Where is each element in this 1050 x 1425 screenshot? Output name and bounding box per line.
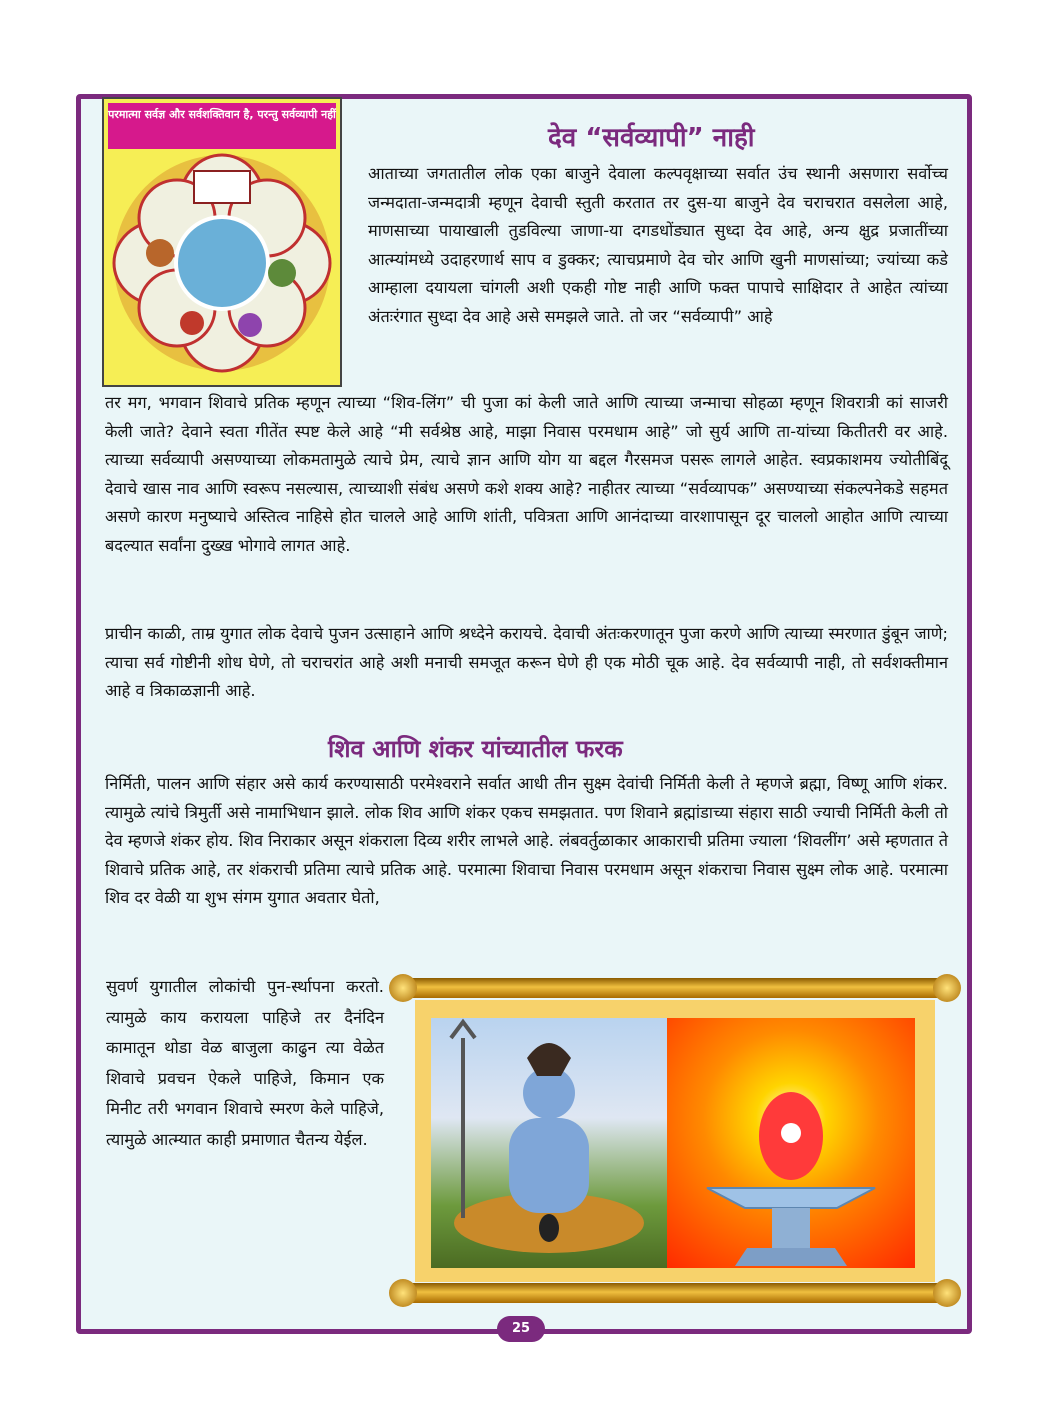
section2-title: शिव आणि शंकर यांच्यातील फरक [328, 735, 623, 763]
scroll-knob-left [389, 974, 417, 1002]
scroll-knob-left [389, 1279, 417, 1307]
jyotirlinga-figure [667, 1018, 915, 1268]
page-number: 25 [497, 1316, 545, 1342]
section1-title: देव “सर्वव्यापी” नाही [548, 123, 755, 153]
section1-paragraph-wrap: आताच्या जगतातील लोक एका बाजुने देवाला कल्पवृक्षाच्या सर्वात उंच स्थानी असणारा सर्वोच्च जन्मदाता-जन्मदात्री म्हणून देवाची स्तुती करतात तर दुस-या बाजुने देव चराचरात वसलेला आहे, माणसाच्या पायाखाली तुडविल्या जाणा-या दगडधोंड्यात सुध्दा देव आहे, अन्य क्षुद्र प्रजातींच्या आत्म्यांमध्ये उदाहरणार्थ साप व डुक्कर; त्याचप्रमाणे देव चोर आणि खुनी माणसांच्या; ज्यांच्या कडे आम्हाला दयायला चांगली अशी एकही गोष्ट नाही आणि फक्त पापाचे साक्षिदार ते आहेत त्यांच्या अंतःरंगात सुध्दा देव आहे असे समझले जाते. तो जर “सर्वव्यापी” आहे [368, 164, 948, 326]
shankar-figure [431, 1018, 667, 1268]
shiva-shankar-scroll-image [395, 978, 955, 1313]
section1-paragraph-full: तर मग, भगवान शिवाचे प्रतिक म्हणून त्याच्या “शिव-लिंग” ची पुजा कां केली जाते आणि त्याच्या जन्माचा सोहळा म्हणून शिवरात्री कां साजरी केली जाते? देवाने स्वता गीतेंत स्पष्ट केले आहे “मी सर्वश्रेष्ठ आहे, माझा निवास परमधाम आहे” जो सुर्य आणि ता-यांच्या कितीतरी वर आहे. त्याच्या सर्वव्यापी असण्याच्या लोकमतामुळे त्याचे प्रेम, त्याचे ज्ञान आणि योग या बद्दल गैरसमज पसरू लागले आहेत. स्वप्रकाशमय ज्योतीबिंदू देवाचे खास नाव आणि स्वरूप नसल्यास, त्याच्याशी संबंध असणे कशे शक्य आहे? नाहीतर त्याच्या “सर्वव्यापक” असण्याच्या संकल्पनेकडे सहमत असणे कारण मनुष्याचे अस्तित्व नाहिसे होत चालले आहे आणि शांती, पवित्रता आणि आनंदाच्या वारशापासून दूर चाललो आहोत आणि त्याच्या बदल्यात सर्वांना दुख्ख भोगावे लागत आहे. [105, 393, 948, 555]
section2-paragraph-2: सुवर्ण युगातील लोकांची पुन-र्स्थापना करतो. त्यामुळे काय करायला पाहिजे तर दैनंदिन कामातून थोडा वेळ बाजुला काढुन त्या वेळेत शिवाचे प्रवचन ऐकले पाहिजे, किमान एक मिनीट तरी भगवान शिवाचे स्मरण केले पाहिजे, त्यामुळे आत्म्यात काही प्रमाणात चैतन्य येईल. [106, 977, 384, 1149]
scroll-top-rod [395, 978, 955, 998]
scroll-knob-right [933, 974, 961, 1002]
section2-paragraph-1: निर्मिती, पालन आणि संहार असे कार्य करण्यासाठी परमेश्वराने सर्वात आधी तीन सुक्ष्म देवांची निर्मिती केली ते म्हणजे ब्रह्मा, विष्णू आणि शंकर. त्यामुळे त्यांचे त्रिमुर्ती असे नामाभिधान झाले. लोक शिव आणि शंकर एकच समझतात. पण शिवाने ब्रह्मांडाच्या संहारा साठी ज्याची निर्मिती केली तो देव म्हणजे शंकर होय. शिव निराकार असून शंकराला दिव्य शरीर लाभले आहे. लंबवर्तुळाकार आकाराची प्रतिमा ज्याला ‘शिवलींग’ असे म्हणतात ते शिवाचे प्रतिक आहे, तर शंकराची प्रतिमा त्याचे प्रतिक आहे. परमात्मा शिवाचा निवास परमधाम असून शंकराचा निवास सुक्ष्म लोक आहे. परमात्मा शिव दर वेळी या शुभ संगम युगात अवतार घेतो, [105, 774, 948, 908]
scroll-bottom-rod [395, 1283, 955, 1303]
kalpavriksha-poster-image [102, 97, 342, 387]
scroll-knob-right [933, 1279, 961, 1307]
section1-paragraph-2: प्राचीन काळी, ताम्र युगात लोक देवाचे पुजन उत्साहाने आणि श्रध्देने करायचे. देवाची अंतःकरणातून पुजा करणे आणि त्याच्या स्मरणात डुंबून जाणे; त्याचा सर्व गोष्टीनी शोध घेणे, तो चराचरांत आहे अशी मनाची समजूत करून घेणे ही एक मोठी चूक आहे. देव सर्वव्यापी नाही, तो सर्वशक्तीमान आहे व त्रिकाळज्ञानी आहे. [105, 624, 948, 701]
shankar-image [431, 1018, 667, 1268]
lotus-illustration [104, 145, 340, 385]
shiva-jyotirlinga-image [667, 1018, 915, 1268]
poster-banner: परमात्मा सर्वज्ञ और सर्वशक्तिवान है, परन्तु सर्वव्यापी नहीं [108, 103, 336, 149]
